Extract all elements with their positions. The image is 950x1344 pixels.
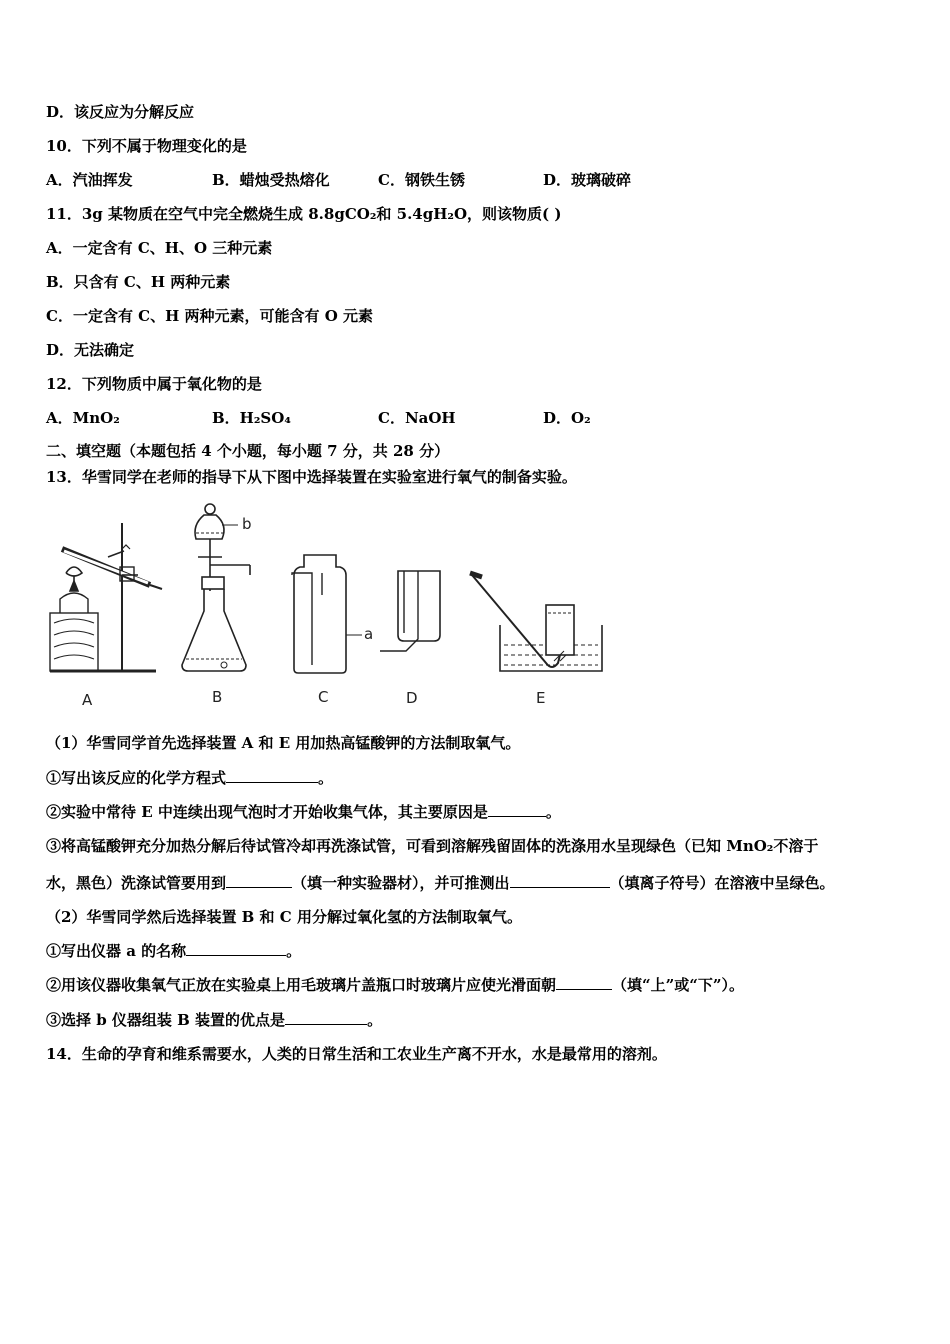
q13-part1-s3b: 水，黑色）洗涤试管要用到 （填一种实验器材），并可推测出 （填离子符号）在溶液中呈绿色。: [46, 874, 835, 892]
q10-option-c: C．钢铁生锈: [378, 171, 465, 189]
q11-option-d: D．无法确定: [46, 341, 135, 359]
label-d: D: [406, 689, 418, 707]
q14-stem: 14．生命的孕育和维系需要水，人类的日常生活和工农业生产离不开水，水是最常用的溶剂。: [46, 1045, 667, 1063]
q11-option-c: C．一定含有 C、H 两种元素，可能含有 O 元素: [46, 307, 374, 325]
q13-part1-s1: ①写出该反应的化学方程式 。: [46, 769, 334, 787]
apparatus-d: [380, 571, 440, 651]
section-2-title: 二、填空题（本题包括 4 个小题，每小题 7 分，共 28 分）: [46, 442, 450, 460]
q13-part1-s2: ②实验中常待 E 中连续出现气泡时才开始收集气体，其主要原因是 。: [46, 803, 561, 821]
q10-option-d: D．玻璃破碎: [543, 171, 632, 189]
apparatus-a: [50, 523, 162, 671]
q13-part1-intro: （1）华雪同学首先选择装置 A 和 E 用加热高锰酸钾的方法制取氧气。: [46, 734, 521, 752]
q10-option-a: A．汽油挥发: [46, 171, 133, 189]
apparatus-figure: [46, 495, 606, 715]
q13-stem: 13．华雪同学在老师的指导下从下图中选择装置在实验室进行氧气的制备实验。: [46, 468, 577, 486]
q12-option-b: B．H₂SO₄: [212, 409, 291, 427]
q13-part1-s3a: ③将高锰酸钾充分加热分解后待试管冷却再洗涤试管，可看到溶解残留固体的洗涤用水呈现绿色（已知 MnO₂不溶于: [46, 837, 819, 855]
q12-option-c: C．NaOH: [378, 409, 456, 427]
apparatus-b: [182, 504, 250, 671]
q11-stem: 11．3g 某物质在空气中完全燃烧生成 8.8gCO₂和 5.4gH₂O，则该物质( ): [46, 205, 562, 223]
q12-option-d: D．O₂: [543, 409, 591, 427]
label-c: C: [318, 688, 329, 706]
label-a: A: [82, 691, 93, 709]
q10-stem: 10．下列不属于物理变化的是: [46, 137, 247, 155]
q12-option-a: A．MnO₂: [46, 409, 120, 427]
label-e: E: [536, 689, 546, 707]
q13-part2-s1: ①写出仪器 a 的名称 。: [46, 942, 302, 960]
q11-option-a: A．一定含有 C、H、O 三种元素: [46, 239, 273, 257]
q11-option-b: B．只含有 C、H 两种元素: [46, 273, 231, 291]
callout-b: b: [242, 515, 252, 533]
q13-part2-s2: ②用该仪器收集氧气正放在实验桌上用毛玻璃片盖瓶口时玻璃片应使光滑面朝 （填“上”或“下”）。: [46, 976, 745, 994]
q13-part2-intro: （2）华雪同学然后选择装置 B 和 C 用分解过氧化氢的方法制取氧气。: [46, 908, 522, 926]
q10-option-b: B．蜡烛受热熔化: [212, 171, 330, 189]
apparatus-c: [292, 555, 362, 673]
label-b: B: [212, 688, 223, 706]
apparatus-e: [470, 573, 602, 671]
q9-option-d: D．该反应为分解反应: [46, 103, 195, 121]
q13-part2-s3: ③选择 b 仪器组装 B 装置的优点是 。: [46, 1011, 383, 1029]
q12-stem: 12．下列物质中属于氧化物的是: [46, 375, 262, 393]
callout-a: a: [364, 625, 374, 643]
